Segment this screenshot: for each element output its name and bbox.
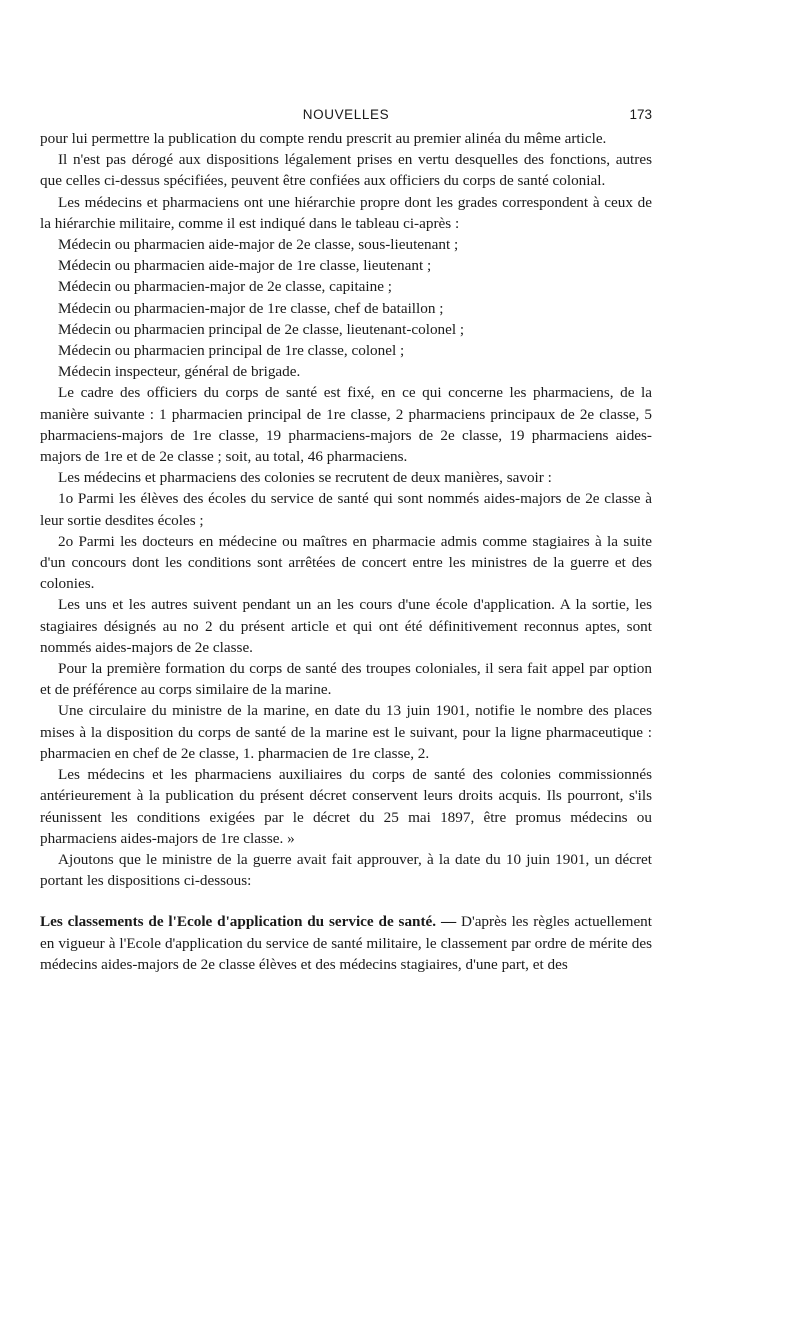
paragraph: Ajoutons que le ministre de la guerre avait fait approuver, à la date du 10 juin 1901, un décret portant les dispositions ci-dessous: <box>40 850 652 890</box>
rank-item: Médecin ou pharmacien-major de 2e classe, capitaine ; <box>58 278 392 296</box>
running-head <box>40 104 652 126</box>
page-number: 173 <box>629 107 652 122</box>
running-title: NOUVELLES <box>302 107 390 122</box>
section-spacer <box>40 891 652 911</box>
document-page <box>40 104 652 975</box>
rank-item: Médecin ou pharmacien aide-major de 2e classe, sous-lieutenant ; <box>58 236 459 254</box>
section-paragraph <box>40 911 652 975</box>
section-text: D'après les règles actuellement en vigueur à l'Ecole d'application du service de santé militaire, le classement par ordre de mérite des médecins aides-majors de 2e classe élèves et des médecins stagiaires, d'une part, et des <box>40 913 652 973</box>
paragraph: 2o Parmi les docteurs en médecine ou maîtres en pharmacie admis comme stagiaires à la suite d'un concours dont les conditions sont arrêtées de concert entre les ministres de la guerre et des colonies. <box>40 532 652 593</box>
paragraph: Les uns et les autres suivent pendant un an les cours d'une école d'application. A la sortie, les stagiaires désignés au no 2 du présent article et qui ont été définitivement reconnus aptes, sont nommés aides-majors de 2e classe. <box>40 596 652 656</box>
paragraph: Il n'est pas dérogé aux dispositions légalement prises en vertu desquelles des fonctions, autres que celles ci-dessus spécifiées, peuvent être confiées aux officiers du corps de santé colonial. <box>40 151 652 190</box>
rank-list <box>40 234 652 382</box>
rank-item: Médecin ou pharmacien aide-major de 1re classe, lieutenant ; <box>58 257 432 275</box>
rank-item: Médecin ou pharmacien-major de 1re classe, chef de bataillon ; <box>58 299 444 317</box>
paragraph: Une circulaire du ministre de la marine, en date du 13 juin 1901, notifie le nombre des places mises à la disposition du corps de santé de la marine est le suivant, pour la ligne pharmaceutique : pharmacien en chef de 2e classe, 1. pharmacien de 1re classe, 2. <box>40 702 652 762</box>
paragraph: Pour la première formation du corps de santé des troupes coloniales, il sera fait appel par option et de préférence au corps similaire de la marine. <box>40 660 652 699</box>
rank-item: Médecin ou pharmacien principal de 2e classe, lieutenant-colonel ; <box>58 320 465 338</box>
rank-item: Médecin inspecteur, général de brigade. <box>58 363 301 381</box>
paragraph: pour lui permettre la publication du compte rendu prescrit au premier alinéa du même article. <box>40 130 607 147</box>
section-title: Les classements de l'Ecole d'application du service de santé. — <box>40 913 457 931</box>
rank-item: Médecin ou pharmacien principal de 1re classe, colonel ; <box>58 342 405 360</box>
paragraph: 1o Parmi les élèves des écoles du service de santé qui sont nommés aides-majors de 2e classe à leur sortie desdites écoles ; <box>40 490 652 529</box>
paragraph: Les médecins et pharmaciens des colonies se recrutent de deux manières, savoir : <box>58 469 552 487</box>
paragraph: Les médecins et pharmaciens ont une hiérarchie propre dont les grades correspondent à ceux de la hiérarchie militaire, comme il est indiqué dans le tableau ci-après : <box>40 193 652 232</box>
paragraph: Le cadre des officiers du corps de santé est fixé, en ce qui concerne les pharmaciens, de la manière suivante : 1 pharmacien principal de 1re classe, 2 pharmaciens principaux de 2e classe, 5 pharmaciens-majors de 1re classe, 19 pharmaciens-majors de 2e classe, 19 pharmaciens aides-majors de 1re et de 2e classe ; soit, au total, 46 pharmaciens. <box>40 384 652 466</box>
paragraph: Les médecins et les pharmaciens auxiliaires du corps de santé des colonies commissionnés antérieurement à la publication du présent décret conservent leurs droits acquis. Ils pourront, s'ils réunissent les conditions exigées par le décret du 25 mai 1897, être promus médecins ou pharmaciens aides-majors de 1re classe. » <box>40 766 652 847</box>
